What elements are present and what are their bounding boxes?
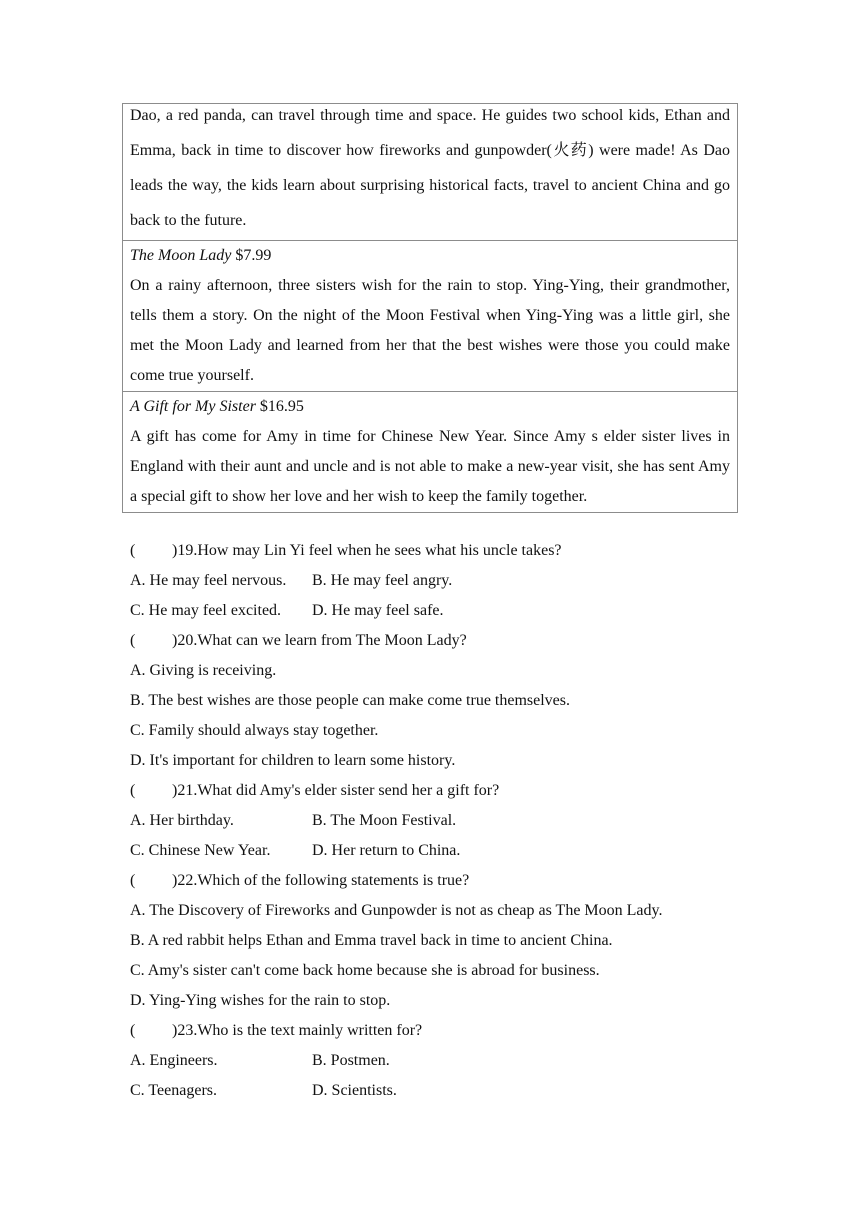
option: B. The best wishes are those people can make come true themselves.	[130, 692, 571, 709]
book-table	[122, 103, 738, 513]
question-stem: ( )20.What can we learn from The Moon Lady?	[130, 626, 750, 656]
option: B. He may feel angry.	[312, 572, 453, 589]
book-description: On a rainy afternoon, three sisters wish for the rain to stop. Ying-Ying, their grandmother, tells them a story. On the night of the Moon Festival when Ying-Ying was a little girl, she met the Moon Lady and learned from her that the best wishes were those you could make come true yourself.	[130, 277, 730, 384]
answer-blank[interactable]: (	[130, 1022, 136, 1039]
option: A. The Discovery of Fireworks and Gunpowder is not as cheap as The Moon Lady.	[130, 902, 663, 919]
option: B. Postmen.	[312, 1052, 390, 1069]
option: D. Scientists.	[312, 1082, 397, 1099]
book-cell	[123, 240, 737, 391]
book-title: A Gift for My Sister	[130, 398, 256, 415]
book-cell	[123, 391, 737, 512]
option: A. Her birthday.	[130, 812, 234, 829]
option: C. Amy's sister can't come back home because she is abroad for business.	[130, 962, 600, 979]
option-row	[130, 806, 750, 836]
question-stem: ( )23.Who is the text mainly written for?	[130, 1016, 750, 1046]
option: D. He may feel safe.	[312, 602, 444, 619]
question-list	[130, 536, 750, 1106]
option-row	[130, 596, 750, 626]
option: C. Teenagers.	[130, 1082, 217, 1099]
option: C. He may feel excited.	[130, 602, 282, 619]
question-text: 20.What can we learn from The Moon Lady?	[177, 632, 467, 649]
answer-blank[interactable]: (	[130, 872, 136, 889]
question-text: 19.How may Lin Yi feel when he sees what his uncle takes?	[177, 542, 562, 559]
book-description: A gift has come for Amy in time for Chinese New Year. Since Amy s elder sister lives in England with their aunt and uncle and is not able to make a new-year visit, she has sent Amy a special gift to show her love and her wish to keep the family together.	[130, 428, 730, 505]
option: B. The Moon Festival.	[312, 812, 457, 829]
option: C. Chinese New Year.	[130, 842, 271, 859]
option: A. Engineers.	[130, 1052, 218, 1069]
book-cell	[123, 98, 737, 240]
answer-blank[interactable]: (	[130, 632, 136, 649]
answer-blank[interactable]: (	[130, 782, 136, 799]
book-heading	[130, 392, 730, 422]
book-description: Dao, a red panda, can travel through time and space. He guides two school kids, Ethan and Emma, back in time to discover how fireworks and gunpowder(火药) were made! As Dao leads the way, the kids learn about surprising historical facts, travel to ancient China and go back to the future.	[130, 107, 730, 229]
question-stem: ( )19.How may Lin Yi feel when he sees what his uncle takes?	[130, 536, 750, 566]
book-price: $16.95	[259, 398, 304, 415]
option-row	[130, 566, 750, 596]
option: A. He may feel nervous.	[130, 572, 287, 589]
option: D. Ying-Ying wishes for the rain to stop.	[130, 992, 391, 1009]
book-heading	[130, 241, 730, 271]
option-row	[130, 1076, 750, 1106]
option: C. Family should always stay together.	[130, 722, 379, 739]
option-row	[130, 1046, 750, 1076]
option: B. A red rabbit helps Ethan and Emma travel back in time to ancient China.	[130, 932, 613, 949]
question-text: 23.Who is the text mainly written for?	[177, 1022, 423, 1039]
question-stem: ( )22.Which of the following statements is true?	[130, 866, 750, 896]
book-price: $7.99	[235, 247, 272, 264]
option: A. Giving is receiving.	[130, 662, 277, 679]
option: D. It's important for children to learn some history.	[130, 752, 456, 769]
question-text: 21.What did Amy's elder sister send her a gift for?	[177, 782, 500, 799]
question-text: 22.Which of the following statements is true?	[177, 872, 470, 889]
answer-blank[interactable]: (	[130, 542, 136, 559]
option-row	[130, 836, 750, 866]
book-title: The Moon Lady	[130, 247, 232, 264]
option: D. Her return to China.	[312, 842, 461, 859]
question-stem: ( )21.What did Amy's elder sister send her a gift for?	[130, 776, 750, 806]
